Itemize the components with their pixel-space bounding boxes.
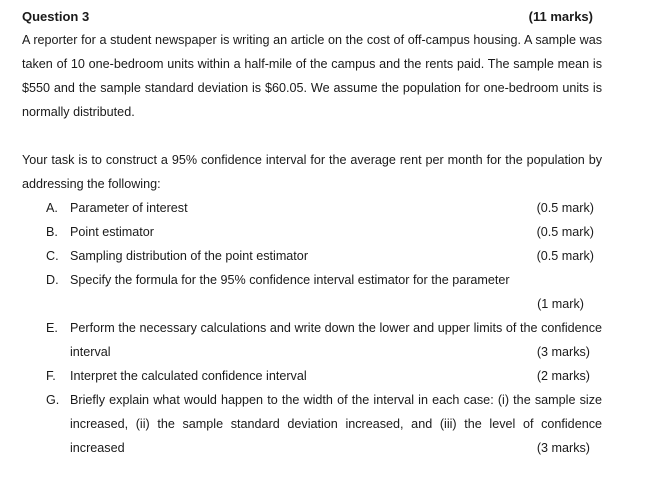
item-letter: F.: [46, 369, 56, 383]
item-letter: C.: [46, 249, 59, 263]
item-text: Interpret the calculated confidence interval: [70, 369, 307, 383]
item-text: Briefly explain what would happen to the width of the interval in each case: (i) the sample size increased, (ii) the sample standard deviation increased, and (iii) the level of confidence increased: [70, 393, 602, 455]
item-marks: (0.5 mark): [536, 201, 594, 215]
item-letter: E.: [46, 321, 58, 335]
item-letter: A.: [46, 201, 58, 215]
item-marks: (0.5 mark): [536, 225, 594, 239]
item-text: Sampling distribution of the point estimator: [70, 249, 309, 263]
item-letter: D.: [46, 273, 59, 287]
item-text: Perform the necessary calculations and write down the lower and upper limits of the confidence interval: [70, 321, 602, 359]
list-item-d: [46, 268, 594, 316]
list-item-b: [46, 220, 594, 244]
item-marks: (3 marks): [536, 345, 590, 359]
list-item-c: [46, 244, 594, 268]
item-text: Specify the formula for the 95% confidence interval estimator for the parameter: [70, 273, 510, 287]
question-total-marks: (11 marks): [528, 9, 593, 24]
list-item-e: [46, 316, 602, 364]
item-marks: (2 marks): [536, 369, 590, 383]
item-letter: G.: [46, 393, 60, 407]
item-letter: B.: [46, 225, 58, 239]
task-paragraph: Your task is to construct a 95% confidence interval for the average rent per month for the population by addressing the following:: [22, 153, 602, 191]
item-marks: (1 mark): [537, 297, 584, 311]
item-text: Parameter of interest: [70, 201, 188, 215]
item-marks: (0.5 mark): [536, 249, 594, 263]
question-title: Question 3: [22, 9, 90, 24]
item-text: Point estimator: [70, 225, 154, 239]
list-item-g: [46, 388, 602, 460]
list-item-f: [46, 364, 594, 388]
list-item-a: [46, 196, 594, 220]
intro-paragraph: A reporter for a student newspaper is writing an article on the cost of off-campus housing. A sample was taken of 10 one-bedroom units within a half-mile of the campus and the rents paid. The sample mean is $550 and the sample standard deviation is $60.05. We assume the population for one-bedroom units is normally distributed.: [22, 33, 602, 119]
item-marks: (3 marks): [536, 441, 590, 455]
